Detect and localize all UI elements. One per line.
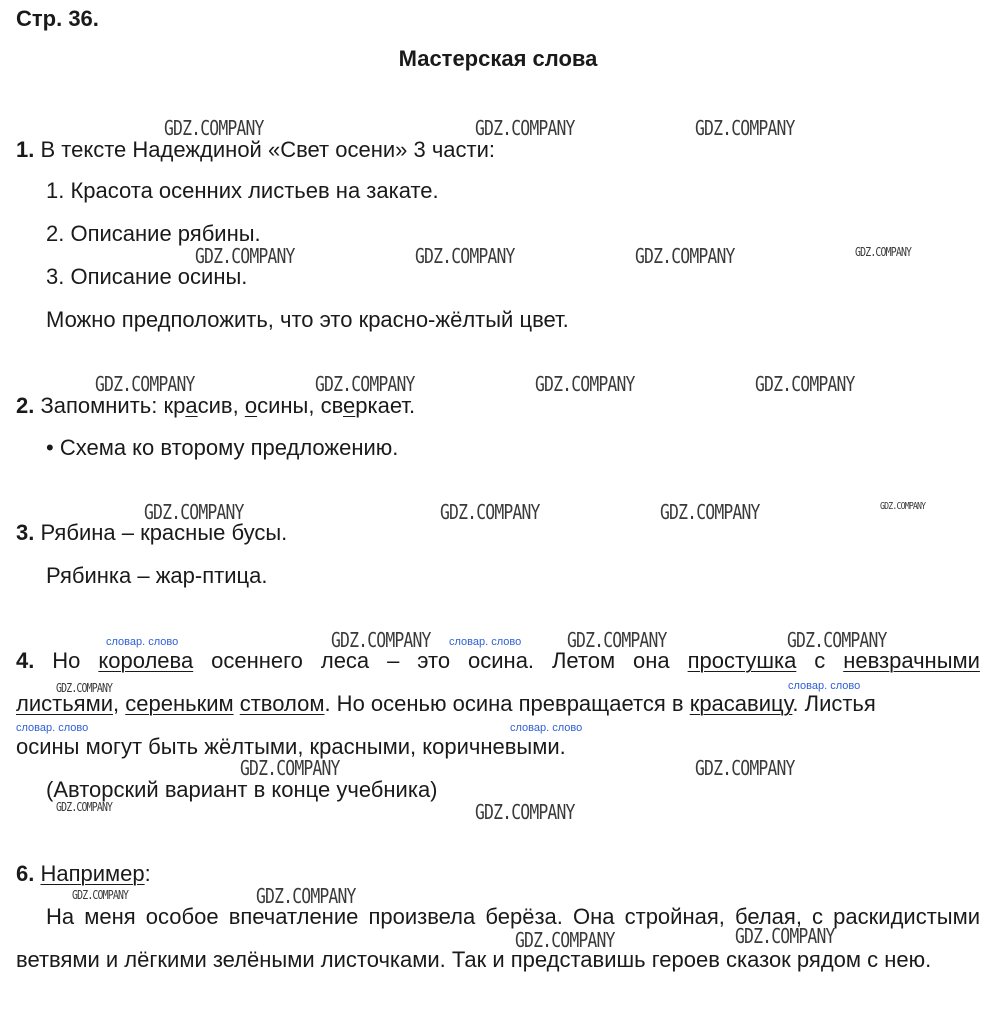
list-item: 1. Красота осенних листьев на закате. [46, 178, 439, 203]
watermark: GDZ.COMPANY [567, 628, 667, 652]
watermark: GDZ.COMPANY [855, 245, 912, 259]
watermark: GDZ.COMPANY [331, 628, 431, 652]
vocab-word: королева [98, 648, 194, 673]
task-3-line-2: Рябинка – жар-птица. [46, 563, 268, 588]
watermark: GDZ.COMPANY [635, 244, 735, 268]
watermark: GDZ.COMPANY [256, 884, 356, 908]
task-number: 3. [16, 520, 35, 545]
task-6-paragraph: На меня особое впечатление произвела берёза. Она стройная, белая, с раскидистыми ветвями и лёгкими зелёными листочками. Так и представишь героев сказок рядом с нею. [16, 904, 980, 972]
watermark: GDZ.COMPANY [144, 500, 244, 524]
vocab-word: красавицу [689, 691, 793, 716]
watermark: GDZ.COMPANY [535, 372, 635, 396]
watermark: GDZ.COMPANY [240, 756, 340, 780]
watermark: GDZ.COMPANY [755, 372, 855, 396]
task-4-author-note: (Авторский вариант в конце учебника) [46, 777, 438, 802]
watermark: GDZ.COMPANY [415, 244, 515, 268]
stressed-vowel: а [185, 393, 198, 418]
task-3-line-1: 3. Рябина – красные бусы. [16, 520, 288, 545]
task-1-intro: В тексте Надеждиной «Свет осени» 3 части: [40, 137, 495, 162]
stressed-vowel: е [343, 393, 356, 418]
task-2-line: 2. Запомнить: красив, осины, сверкает. [16, 393, 416, 418]
watermark: GDZ.COMPANY [440, 500, 540, 524]
vocab-word: невзрачными [843, 648, 980, 673]
task-6-heading: 6. Например: [16, 861, 151, 886]
watermark: GDZ.COMPANY [735, 924, 835, 948]
watermark: GDZ.COMPANY [695, 116, 795, 140]
vocab-note: словар. слово [510, 722, 583, 734]
task-number: 4. [16, 648, 35, 673]
watermark: GDZ.COMPANY [195, 244, 295, 268]
vocab-word: листьями [16, 691, 113, 716]
task-number: 1. [16, 137, 35, 162]
task-1-conclusion: Можно предположить, что это красно-жёлтый цвет. [46, 307, 569, 332]
list-item: 2. Описание рябины. [46, 221, 261, 246]
vocab-note: словар. слово [788, 680, 861, 692]
task-6-label: Например [40, 861, 145, 886]
task-number: 2. [16, 393, 35, 418]
watermark: GDZ.COMPANY [475, 116, 575, 140]
word-osiny: осины [244, 393, 309, 418]
word-sverkaet: сверкает. [320, 393, 416, 418]
vocab-word: стволом [239, 691, 325, 716]
task-2-bullet: • Схема ко второму предложению. [46, 435, 399, 460]
watermark: GDZ.COMPANY [72, 888, 129, 902]
task-4-line-1: 4. Но королева осеннего леса – это осина. Летом она простушка с невзрачными [16, 648, 980, 673]
task-1-heading [16, 137, 495, 163]
watermark: GDZ.COMPANY [515, 928, 615, 952]
watermark: GDZ.COMPANY [880, 501, 926, 512]
watermark: GDZ.COMPANY [164, 116, 264, 140]
vocab-note: словар. слово [16, 722, 89, 734]
watermark: GDZ.COMPANY [56, 681, 113, 695]
watermark: GDZ.COMPANY [56, 800, 113, 814]
watermark: GDZ.COMPANY [95, 372, 195, 396]
page-number: Стр. 36. [16, 6, 99, 31]
vocab-word: сереньким [125, 691, 234, 716]
task-2-intro: Запомнить: [40, 393, 164, 418]
vocab-word: простушка [687, 648, 797, 673]
vocab-note: словар. слово [106, 636, 179, 648]
page-title: Мастерская слова [398, 46, 598, 71]
watermark: GDZ.COMPANY [315, 372, 415, 396]
watermark: GDZ.COMPANY [475, 800, 575, 824]
task-4-line-3: осины могут быть жёлтыми, красными, коричневыми. [16, 734, 566, 759]
task-4-line-2: листьями, сереньким стволом. Но осенью осина превращается в красавицу. Листья [16, 691, 876, 716]
watermark: GDZ.COMPANY [787, 628, 887, 652]
list-item: 3. Описание осины. [46, 264, 248, 289]
stressed-vowel: о [244, 393, 258, 418]
vocab-note: словар. слово [449, 636, 522, 648]
task-number: 6. [16, 861, 35, 886]
watermark: GDZ.COMPANY [695, 756, 795, 780]
watermark: GDZ.COMPANY [660, 500, 760, 524]
word-krasiv: красив [163, 393, 233, 418]
